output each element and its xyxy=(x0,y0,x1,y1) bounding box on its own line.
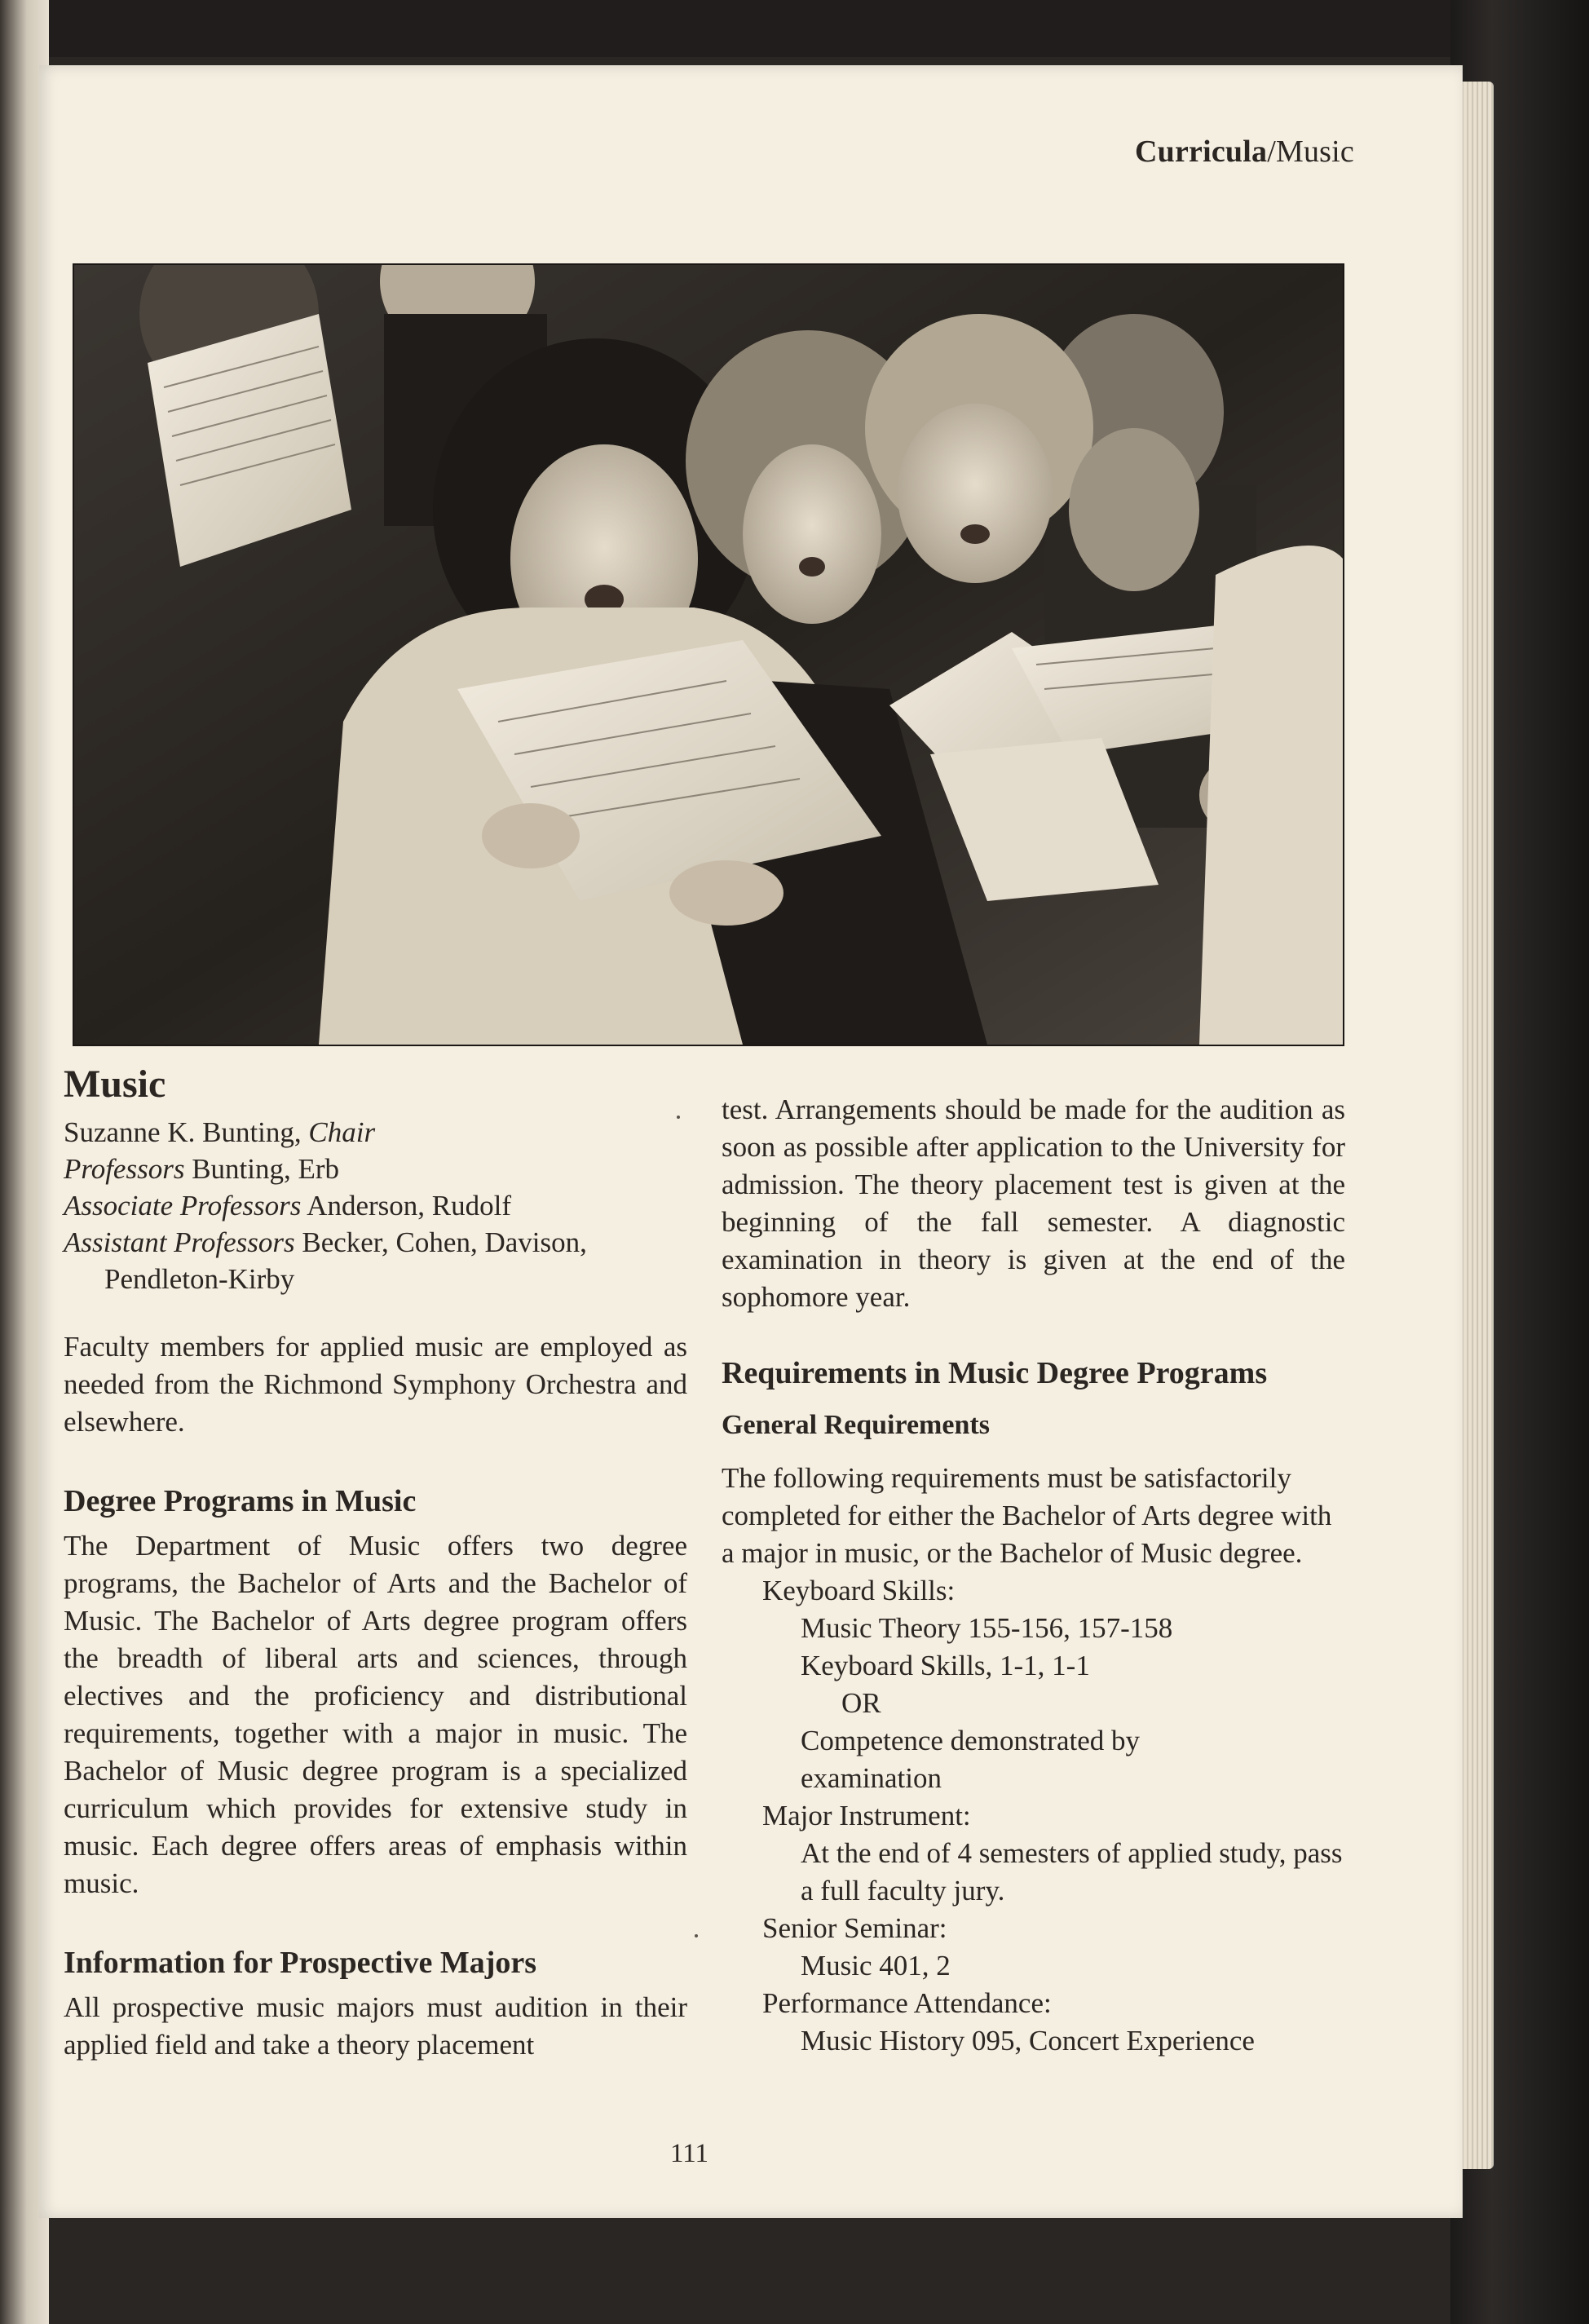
degree-programs-text: The Department of Music offers two degree programs, the Bachelor of Arts and the Bachelor of Music. The Bachelor of Arts degree program offers the breadth of liberal arts and sciences, through electives and the proficiency and distributional requirements, together with a major in music. The Bachelor of Music degree program is a specialized curriculum which provides for extensive study in music. Each degree offers areas of emphasis within music. xyxy=(64,1530,687,1899)
professors-role: Professors xyxy=(64,1153,185,1185)
general-requirements-heading: General Requirements xyxy=(722,1410,990,1440)
right-column xyxy=(722,1091,1345,2060)
keyboard-skills-label: Keyboard Skills: xyxy=(762,1575,956,1606)
applied-music-note: Faculty members for applied music are employed as needed from the Richmond Symphony Orchestra and elsewhere. xyxy=(64,1331,687,1438)
assistant-names: Becker, Cohen, Davison, xyxy=(294,1226,587,1258)
faculty-professors xyxy=(64,1151,687,1187)
running-head-subject: /Music xyxy=(1267,135,1354,169)
chair-name: Suzanne K. Bunting, xyxy=(64,1116,309,1148)
page-number: 111 xyxy=(670,2139,709,2168)
performance-attendance-item: Music History 095, Concert Experience xyxy=(801,2025,1255,2057)
requirements-heading: Requirements in Music Degree Programs xyxy=(722,1356,1268,1390)
keyboard-skills-item: Competence demonstrated by examination xyxy=(801,1725,1140,1794)
chair-role: Chair xyxy=(308,1116,376,1148)
running-head xyxy=(1135,134,1354,170)
keyboard-skills-or: OR xyxy=(841,1687,881,1719)
running-head-section: Curricula xyxy=(1135,135,1268,169)
general-requirements-text: The following requirements must be satisfactorily completed for either the Bachelor of Arts degree with a major in music, or the Bachelor of Music degree. xyxy=(722,1462,1332,1569)
faculty-associate xyxy=(64,1187,687,1224)
prospective-majors-text: All prospective music majors must audition in their applied field and take a theory placement xyxy=(64,1991,687,2061)
audition-text: test. Arrangements should be made for the audition as soon as possible after application to the University for admission. The theory placement test is given at the beginning of the fall semester. A diagnostic examination in theory is given at the end of the sophomore year. xyxy=(722,1094,1345,1313)
senior-seminar-label: Senior Seminar: xyxy=(762,1912,947,1944)
print-speck xyxy=(695,1934,698,1937)
assistant-role: Assistant Professors xyxy=(64,1226,295,1258)
page-stack-edge xyxy=(1459,82,1494,2169)
senior-seminar-item: Music 401, 2 xyxy=(801,1950,951,1982)
section-title: Music xyxy=(64,1063,166,1106)
scan-top-edge xyxy=(0,0,1589,57)
faculty-chair xyxy=(64,1114,687,1151)
choir-photo-illustration xyxy=(74,265,1343,1045)
prospective-majors-heading: Information for Prospective Majors xyxy=(64,1946,537,1980)
associate-names: Anderson, Rudolf xyxy=(301,1190,511,1222)
major-instrument-label: Major Instrument: xyxy=(762,1800,971,1831)
left-column xyxy=(64,1060,687,2064)
major-instrument-item: At the end of 4 semesters of applied study, pass a full faculty jury. xyxy=(801,1837,1343,1906)
faculty-assistant xyxy=(64,1224,687,1261)
keyboard-skills-item: Music Theory 155-156, 157-158 xyxy=(801,1612,1173,1644)
faculty-assistant-cont: Pendleton-Kirby xyxy=(104,1263,295,1295)
performance-attendance-label: Performance Attendance: xyxy=(762,1987,1052,2019)
keyboard-skills-item: Keyboard Skills, 1-1, 1-1 xyxy=(801,1650,1090,1681)
professors-names: Bunting, Erb xyxy=(184,1153,340,1185)
choir-photo xyxy=(73,263,1344,1046)
print-speck xyxy=(677,1116,680,1119)
degree-programs-heading: Degree Programs in Music xyxy=(64,1484,417,1518)
associate-role: Associate Professors xyxy=(64,1190,302,1222)
